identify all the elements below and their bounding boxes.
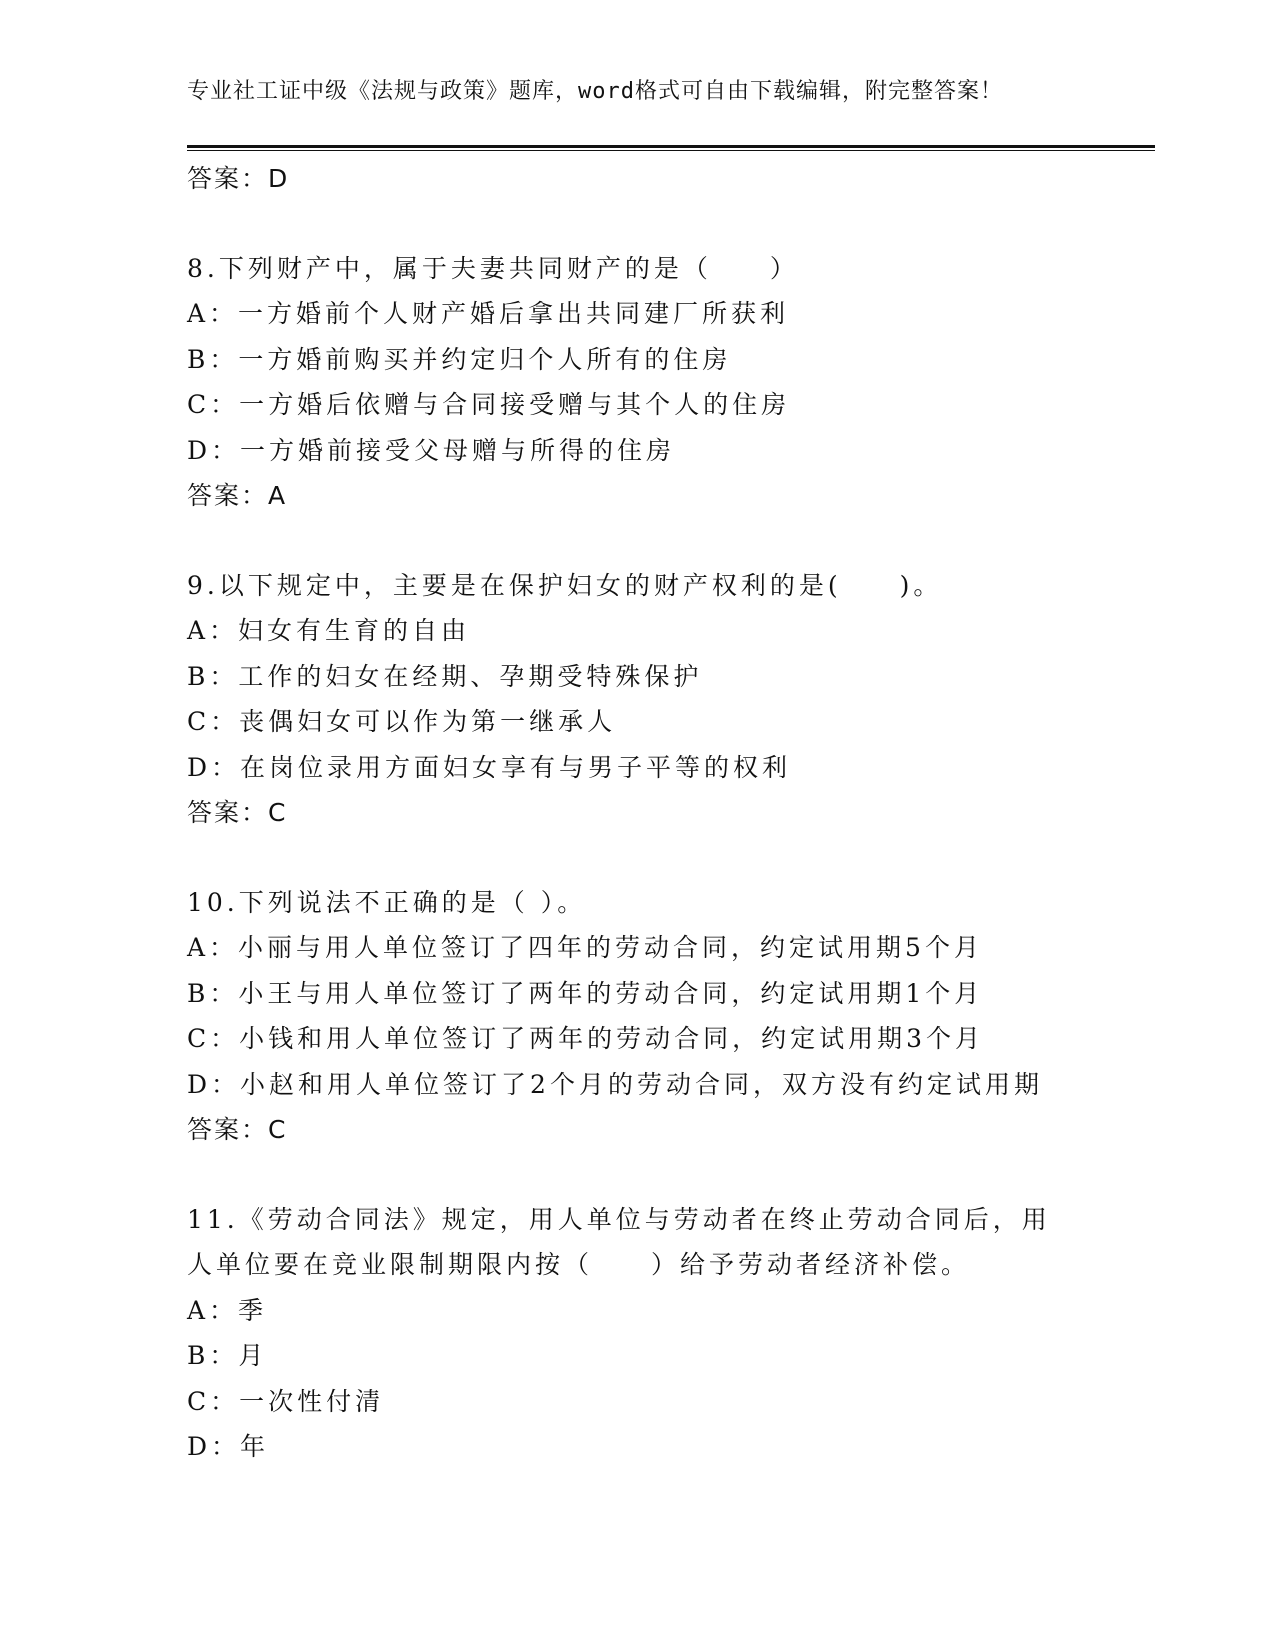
question-stem: 11.《劳动合同法》规定，用人单位与劳动者在终止劳动合同后，用人单位要在竞业限制期限内按（ ）给予劳动者经济补偿。 xyxy=(187,1204,1051,1279)
option-d: D：年 xyxy=(187,1432,270,1461)
question-answer: 答案：A xyxy=(187,481,288,510)
option-b: B：工作的妇女在经期、孕期受特殊保护 xyxy=(187,661,703,691)
spacer xyxy=(187,202,1087,246)
page-header-title: 专业社工证中级《法规与政策》题库，word格式可自由下载编辑，附完整答案！ xyxy=(187,79,1003,104)
option-c: C：一方婚后依赠与合同接受赠与其个人的住房 xyxy=(187,390,791,419)
question-stem: 10.下列说法不正确的是（ ）。 xyxy=(187,887,587,917)
spacer xyxy=(187,519,1087,563)
option-d: D：在岗位录用方面妇女享有与男子平等的权利 xyxy=(187,752,792,782)
previous-answer: 答案：D xyxy=(187,164,290,193)
option-a: A：小丽与用人单位签订了四年的劳动合同，约定试用期5个月 xyxy=(187,933,983,962)
option-b: B：月 xyxy=(187,1341,268,1370)
question-stem: 9.以下规定中，主要是在保护妇女的财产权利的是( )。 xyxy=(187,570,943,600)
question-block-9 xyxy=(187,563,1087,836)
header-divider xyxy=(187,145,1155,148)
header-divider-thin xyxy=(187,150,1155,151)
question-block-11 xyxy=(187,1197,1087,1470)
spacer xyxy=(187,836,1087,880)
option-b: B：小王与用人单位签订了两年的劳动合同，约定试用期1个月 xyxy=(187,978,984,1008)
option-a: A：季 xyxy=(187,1295,268,1325)
document-body xyxy=(187,156,1087,1470)
question-answer: 答案：C xyxy=(187,1115,288,1144)
option-c: C：一次性付清 xyxy=(187,1386,385,1416)
option-b: B：一方婚前购买并约定归个人所有的住房 xyxy=(187,344,732,374)
option-a: A：妇女有生育的自由 xyxy=(187,616,471,645)
question-block-10 xyxy=(187,880,1087,1153)
option-d: D：小赵和用人单位签订了2个月的劳动合同，双方没有约定试用期 xyxy=(187,1069,1043,1099)
option-c: C：小钱和用人单位签订了两年的劳动合同，约定试用期3个月 xyxy=(187,1024,985,1053)
spacer xyxy=(187,1153,1087,1197)
question-answer: 答案：C xyxy=(187,798,288,827)
option-c: C：丧偶妇女可以作为第一继承人 xyxy=(187,707,617,736)
question-stem: 8.下列财产中，属于夫妻共同财产的是（ ） xyxy=(187,253,799,283)
question-block-8 xyxy=(187,246,1087,519)
option-d: D：一方婚前接受父母赠与所得的住房 xyxy=(187,435,676,465)
option-a: A：一方婚前个人财产婚后拿出共同建厂所获利 xyxy=(187,299,790,328)
